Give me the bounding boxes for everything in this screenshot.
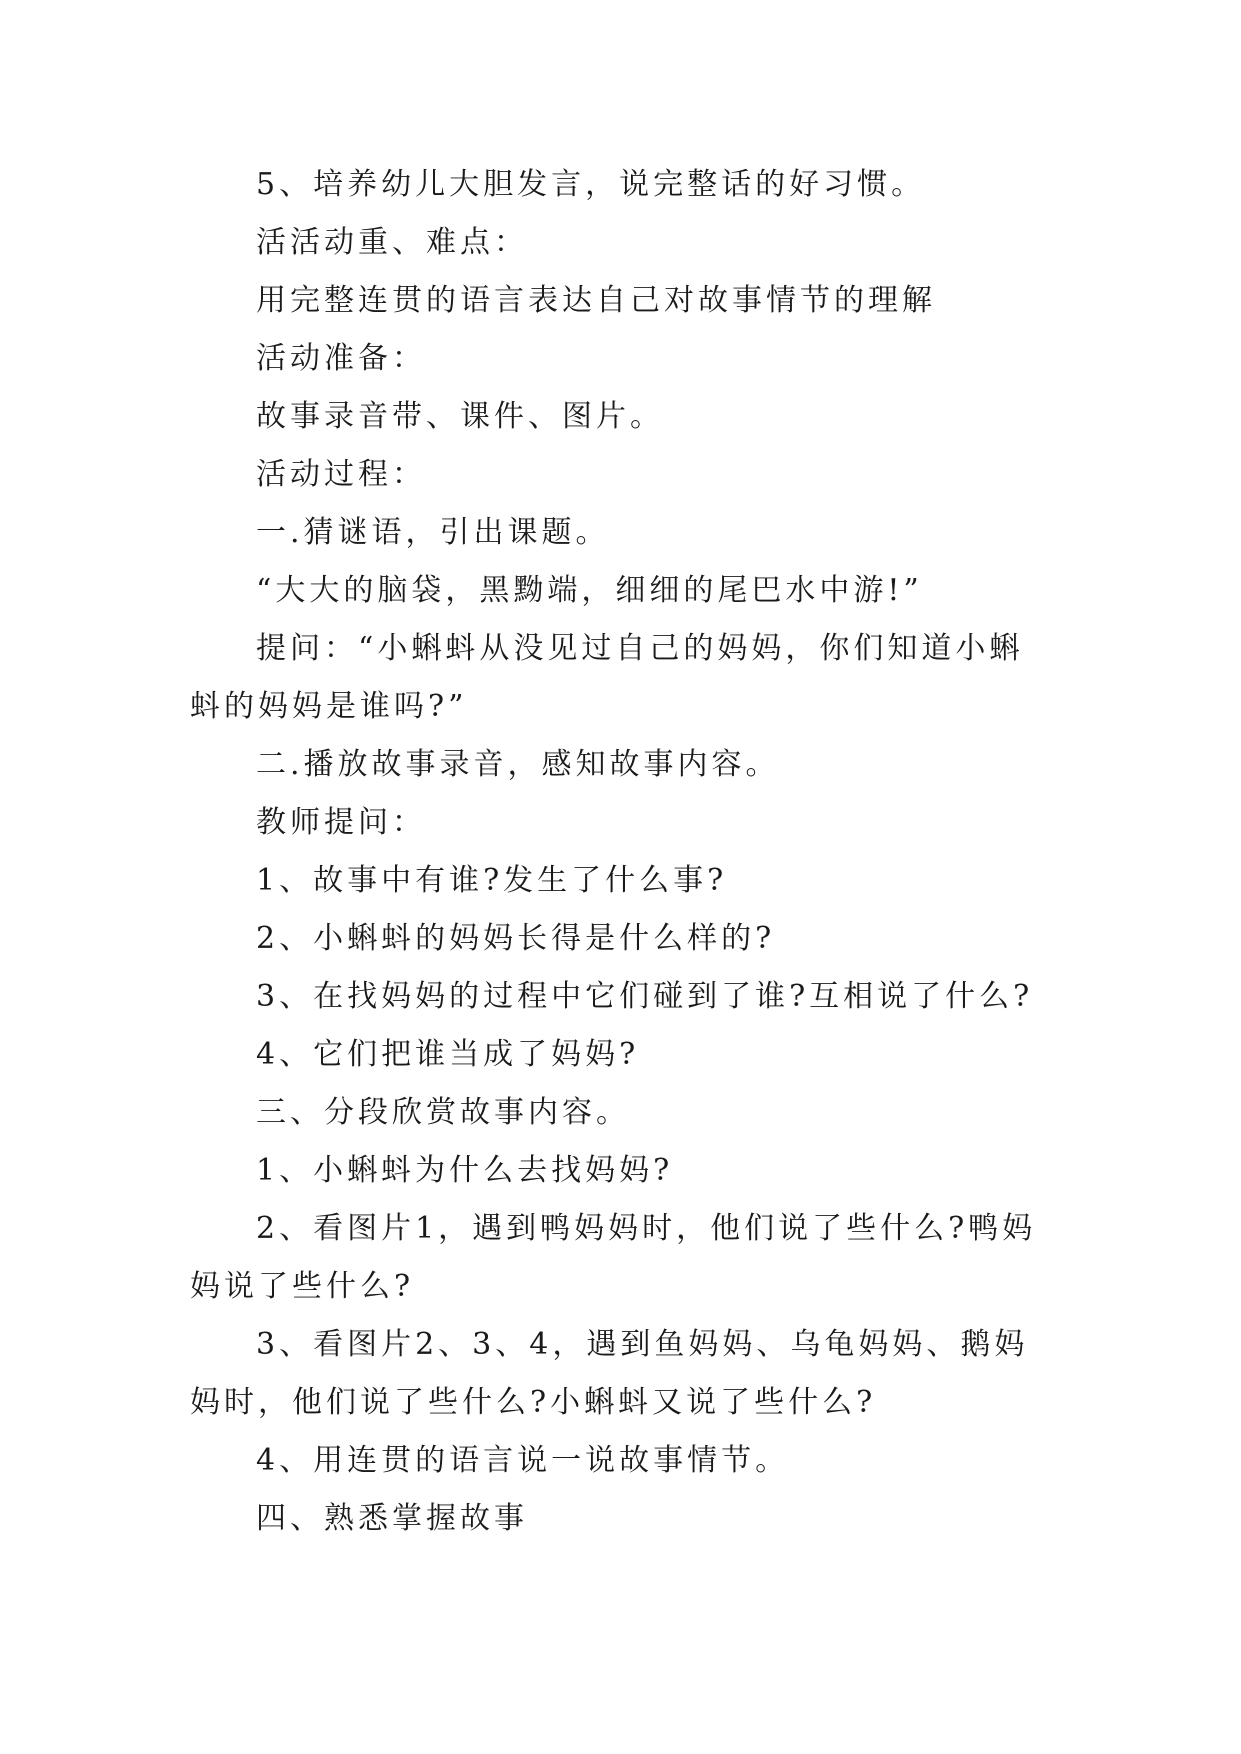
- paragraph: 故事录音带、课件、图片。: [256, 399, 664, 434]
- paragraph: 提问：“小蝌蚪从没见过自己的妈妈，你们知道小蝌蚪的妈妈是谁吗?”: [190, 631, 1024, 724]
- paragraph: 5、培养幼儿大胆发言，说完整话的好习惯。: [256, 167, 926, 202]
- paragraph: 1、小蝌蚪为什么去找妈妈?: [256, 1153, 674, 1188]
- paragraph: 一.猜谜语，引出课题。: [256, 515, 610, 550]
- paragraph: 二.播放故事录音，感知故事内容。: [256, 747, 780, 782]
- paragraph: 三、分段欣赏故事内容。: [256, 1095, 630, 1130]
- paragraph: “大大的脑袋，黑黝端，细细的尾巴水中游!”: [256, 573, 923, 608]
- paragraph: 四、熟悉掌握故事: [256, 1501, 528, 1536]
- paragraph: 2、看图片1，遇到鸭妈妈时，他们说了些什么?鸭妈妈说了些什么?: [190, 1211, 1037, 1304]
- paragraph: 4、它们把谁当成了妈妈?: [256, 1037, 640, 1072]
- paragraph: 1、故事中有谁?发生了什么事?: [256, 863, 728, 898]
- paragraph: 3、看图片2、3、4，遇到鱼妈妈、乌龟妈妈、鹅妈妈时，他们说了些什么?小蝌蚪又说了些什么?: [190, 1327, 1029, 1420]
- paragraph: 教师提问：: [256, 805, 426, 840]
- paragraph: 4、用连贯的语言说一说故事情节。: [256, 1443, 790, 1478]
- paragraph: 活活动重、难点：: [256, 225, 528, 260]
- paragraph: 3、在找妈妈的过程中它们碰到了谁?互相说了什么?: [256, 979, 1034, 1014]
- paragraph: 用完整连贯的语言表达自己对故事情节的理解: [256, 283, 936, 318]
- paragraph: 2、小蝌蚪的妈妈长得是什么样的?: [256, 921, 776, 956]
- paragraph: 活动准备：: [256, 341, 426, 376]
- paragraph: 活动过程：: [256, 457, 426, 492]
- document-body: [190, 156, 1050, 1548]
